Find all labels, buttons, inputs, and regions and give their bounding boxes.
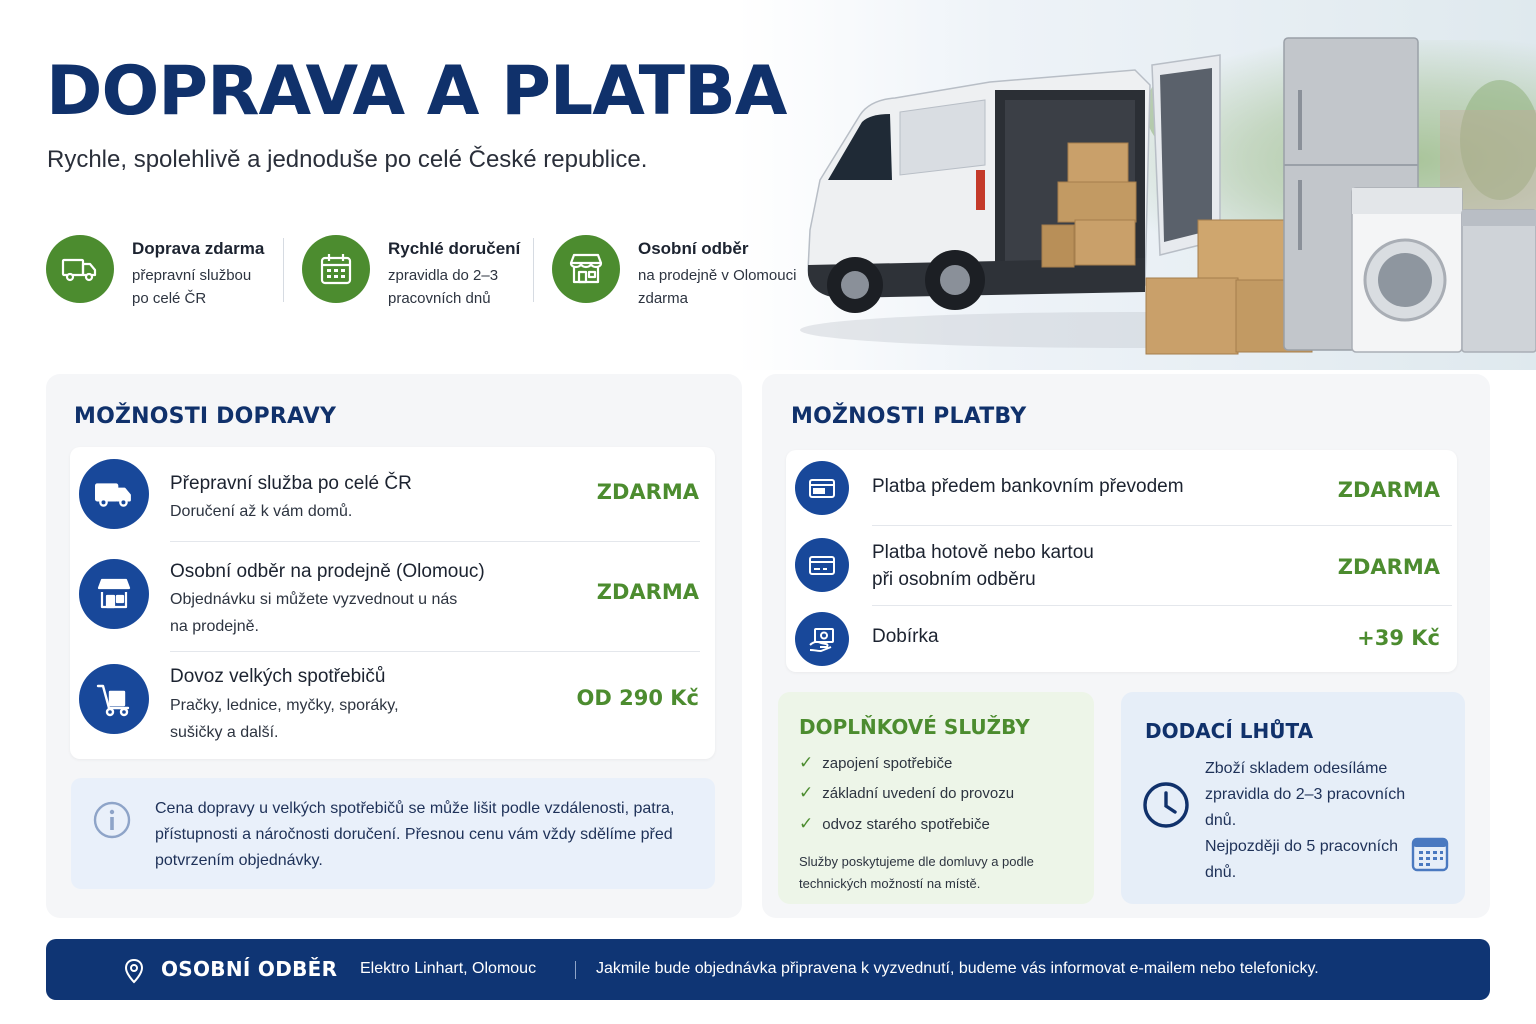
feature-text: zpravidla do 2–3 pracovních dnů [388, 267, 499, 307]
shipping-option-title: Přepravní služba po celé ČR [170, 473, 412, 494]
store-icon [79, 559, 149, 629]
additional-services-title: DOPLŇKOVÉ SLUŽBY [799, 715, 1030, 739]
service-item [799, 753, 952, 773]
feature-fast-delivery [302, 232, 532, 312]
shipping-option-pickup[interactable] [70, 542, 715, 652]
shipping-options-card [70, 447, 715, 759]
payment-option-title: Platba hotově nebo kartou [872, 542, 1094, 563]
shipping-panel-title: MOŽNOSTI DOPRAVY [74, 404, 337, 429]
shipping-info-text: Cena dopravy u velkých spotřebičů se může lišit podle vzdálenosti, patra, přístupnosti a náročnosti doručení. Přesnou cenu vám vždy sdělíme před potvrzením objednávky. [155, 800, 675, 869]
shipping-option-price: ZDARMA [596, 580, 699, 604]
payment-options-card [786, 450, 1457, 672]
credit-card-icon [795, 538, 849, 592]
feature-text: přepravní službou po celé ČR [132, 267, 252, 307]
divider [575, 961, 576, 979]
service-item [799, 814, 990, 834]
payment-option-cash-or-card[interactable] [786, 526, 1457, 604]
cash-on-delivery-icon [795, 612, 849, 666]
footer-store: Elektro Linhart, Olomouc [360, 960, 537, 977]
delivery-time-text [1205, 756, 1415, 886]
delivery-illustration [800, 30, 1536, 360]
feature-pickup [552, 232, 812, 312]
footer-title: OSOBNÍ ODBĚR [161, 957, 338, 981]
page-title: DOPRAVA A PLATBA [46, 52, 787, 131]
divider [533, 238, 534, 302]
truck-icon [79, 459, 149, 529]
check-icon: ✓ [799, 783, 814, 802]
service-item-label: odvoz starého spotřebiče [822, 816, 990, 833]
check-icon: ✓ [799, 814, 814, 833]
payment-option-bank-transfer[interactable] [786, 450, 1457, 524]
footer-message: Jakmile bude objednávka připravena k vyzvednutí, budeme vás informovat e-mailem nebo telefonicky. [596, 960, 1319, 977]
shipping-option-title: Dovoz velkých spotřebičů [170, 666, 386, 687]
delivery-time-line: Nejpozději do 5 pracovních dnů. [1205, 838, 1399, 881]
shipping-option-title: Osobní odběr na prodejně (Olomouc) [170, 561, 485, 582]
additional-services-note: Služby poskytujeme dle domluvy a podle technických možností na místě. [799, 854, 1034, 891]
truck-icon [46, 235, 114, 303]
info-icon [93, 801, 131, 839]
payment-option-price: ZDARMA [1337, 555, 1440, 579]
feature-text: na prodejně v Olomouci zdarma [638, 267, 797, 307]
feature-free-shipping [46, 232, 276, 312]
payment-option-cod[interactable] [786, 606, 1457, 672]
shipping-option-price: ZDARMA [596, 480, 699, 504]
shipping-option-large-appliances[interactable] [70, 652, 715, 759]
pickup-footer [46, 939, 1490, 1000]
feature-title: Doprava zdarma [132, 239, 265, 258]
shipping-info-box [71, 778, 715, 889]
check-icon: ✓ [799, 753, 814, 772]
shipping-option-text: Objednávku si můžete vyzvednout u nás na prodejně. [170, 591, 458, 635]
divider [283, 238, 284, 302]
payment-panel-title: MOŽNOSTI PLATBY [791, 404, 1027, 429]
payment-option-price: ZDARMA [1337, 478, 1440, 502]
additional-services-box [778, 692, 1094, 904]
payment-option-title-line2: při osobním odběru [872, 569, 1036, 590]
hand-truck-icon [79, 664, 149, 734]
shipping-option-text: Doručení až k vám domů. [170, 503, 353, 520]
service-item-label: základní uvedení do provozu [822, 785, 1015, 802]
feature-title: Rychlé doručení [388, 239, 521, 258]
calendar-icon [302, 235, 370, 303]
delivery-time-line: Zboží skladem odesíláme zpravidla do 2–3 pracovních dnů. [1205, 760, 1406, 829]
service-item [799, 783, 1014, 803]
service-item-label: zapojení spotřebiče [822, 755, 953, 772]
location-pin-icon [123, 958, 145, 984]
payment-option-title: Platba předem bankovním převodem [872, 476, 1184, 497]
payment-option-price: +39 Kč [1357, 626, 1440, 650]
bank-card-icon [795, 461, 849, 515]
calendar-icon [1410, 833, 1450, 873]
payment-option-title: Dobírka [872, 626, 939, 647]
delivery-time-title: DODACÍ LHŮTA [1145, 719, 1314, 743]
delivery-time-box [1121, 692, 1465, 904]
feature-highlights [46, 232, 816, 312]
page-subtitle: Rychle, spolehlivě a jednoduše po celé České republice. [47, 146, 648, 173]
store-icon [552, 235, 620, 303]
shipping-option-courier[interactable] [70, 447, 715, 541]
feature-title: Osobní odběr [638, 239, 749, 258]
shipping-option-price: OD 290 Kč [576, 686, 699, 710]
clock-icon [1142, 781, 1190, 829]
shipping-option-text: Pračky, lednice, myčky, sporáky, sušičky a další. [170, 697, 399, 741]
